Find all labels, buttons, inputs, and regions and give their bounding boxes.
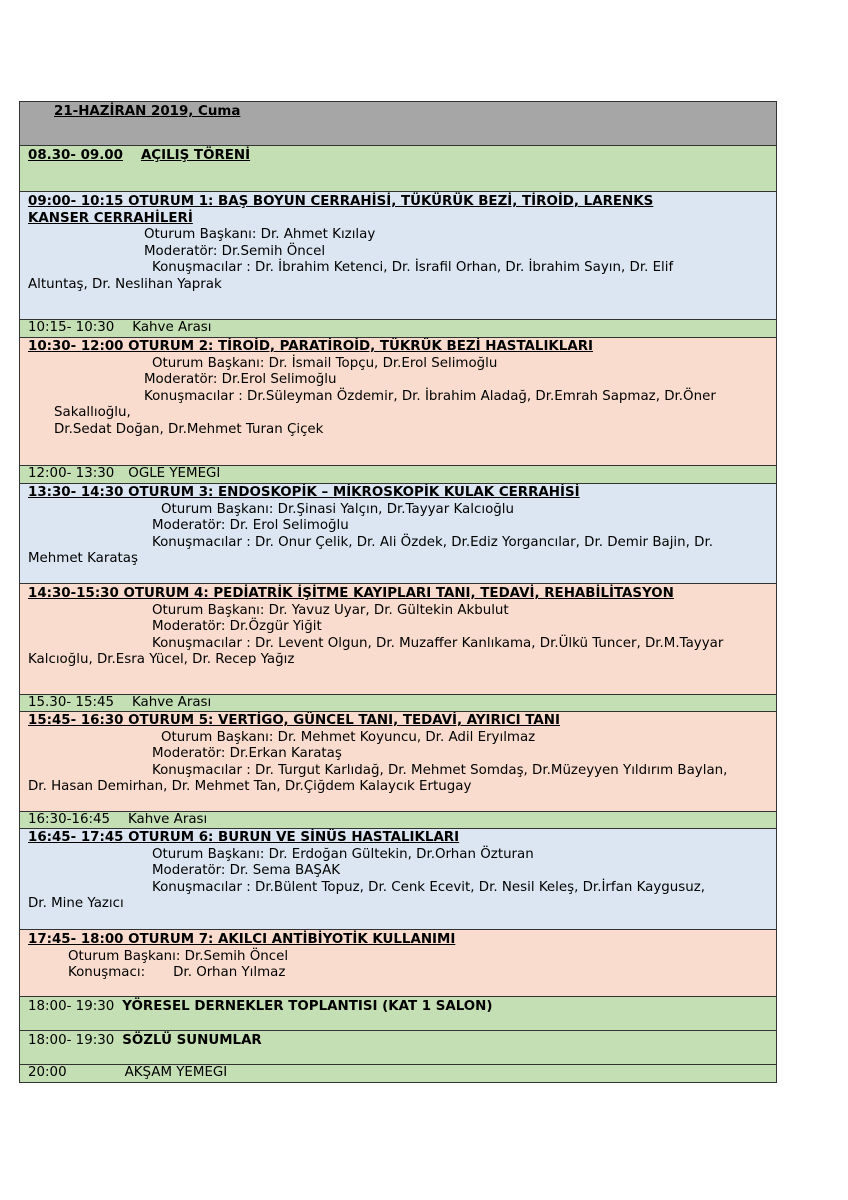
session-6-row [19,829,777,930]
session-4-row [19,584,777,695]
session-1-title: 09:00- 10:15 OTURUM 1: BAŞ BOYUN CERRAHİSİ, TÜKÜRÜK BEZİ, TİROİD, LARENKS [28,194,654,209]
coffee-break-2-row [19,695,777,712]
session-2-title: 10:30- 12:00 OTURUM 2: TİROİD, PARATİROİD, TÜKRÜK BEZİ HASTALIKLARI [28,339,593,354]
session-7-speaker: Konuşmacı: Dr. Orhan Yılmaz [68,965,286,980]
session-1-speakers: Konuşmacılar : Dr. İbrahim Ketenci, Dr. İsrafil Orhan, Dr. İbrahim Sayın, Dr. Elif [152,260,674,275]
oral-presentations: 18:00- 19:30 SÖZLÜ SUNUMLAR [28,1033,262,1048]
session-3-speakers: Konuşmacılar : Dr. Onur Çelik, Dr. Ali Özdek, Dr.Ediz Yorgancılar, Dr. Demir Bajin, Dr. [152,534,713,550]
session-1-speakers-cont: Altuntaş, Dr. Neslihan Yaprak [28,276,222,292]
session-4-title: 14:30-15:30 OTURUM 4: PEDİATRİK İŞİTME KAYIPLARI TANI, TEDAVİ, REHABİLİTASYON [28,586,674,601]
session-5-speakers-cont: Dr. Hasan Demirhan, Dr. Mehmet Tan, Dr.Çiğdem Kalaycık Ertugay [28,779,472,794]
coffee-break-2: 15.30- 15:45 Kahve Arası [28,695,212,710]
session-3-title: 13:30- 14:30 OTURUM 3: ENDOSKOPİK – MİKROSKOPİK KULAK CERRAHİSİ [28,485,580,500]
session-1-moderator: Moderatör: Dr.Semih Öncel [144,243,326,259]
associations-meeting: 18:00- 19:30 YÖRESEL DERNEKLER TOPLANTISI (KAT 1 SALON) [28,999,493,1014]
session-6-speakers: Konuşmacılar : Dr.Bülent Topuz, Dr. Cenk Ecevit, Dr. Nesil Keleş, Dr.İrfan Kaygusuz, [152,879,705,895]
session-4-chair: Oturum Başkanı: Dr. Yavuz Uyar, Dr. Gültekin Akbulut [152,602,509,618]
oral-presentations-row [19,1031,777,1065]
session-5-moderator: Moderatör: Dr.Erkan Karataş [152,746,342,761]
session-7-chair: Oturum Başkanı: Dr.Semih Öncel [68,948,289,964]
session-5-chair: Oturum Başkanı: Dr. Mehmet Koyuncu, Dr. Adil Eryılmaz [161,729,536,745]
session-1-row [19,192,777,320]
coffee-break-1: 10:15- 10:30 Kahve Arası [28,320,212,335]
session-2-speakers: Konuşmacılar : Dr.Süleyman Özdemir, Dr. İbrahim Aladağ, Dr.Emrah Sapmaz, Dr.Öner [144,388,716,404]
opening-row [19,146,777,192]
lunch-break: 12:00- 13:30 ÖĞLE YEMEĞİ [28,466,221,481]
session-4-moderator: Moderatör: Dr.Özgür Yiğit [152,619,322,634]
session-2-moderator: Moderatör: Dr.Erol Selimoğlu [144,372,337,387]
session-2-row [19,338,777,466]
session-6-moderator: Moderatör: Dr. Sema BAŞAK [152,863,341,878]
dinner: 20:00 AKŞAM YEMEĞİ [28,1065,228,1080]
coffee-break-3-row [19,812,777,829]
session-6-chair: Oturum Başkanı: Dr. Erdoğan Gültekin, Dr.Orhan Özturan [152,846,534,862]
session-3-chair: Oturum Başkanı: Dr.Şinasi Yalçın, Dr.Tayyar Kalcıoğlu [161,501,514,517]
session-6-speakers-cont: Dr. Mine Yazıcı [28,896,124,911]
session-3-speakers-cont: Mehmet Karataş [28,551,138,566]
program-table [19,101,777,1083]
session-3-row [19,484,777,584]
opening-title: 08.30- 09.00 AÇILIŞ TÖRENİ [28,148,251,163]
session-3-moderator: Moderatör: Dr. Erol Selimoğlu [152,518,349,533]
session-5-row [19,712,777,812]
day-header-row [19,101,777,146]
session-7-row [19,930,777,997]
session-4-speakers-cont: Kalcıoğlu, Dr.Esra Yücel, Dr. Recep Yağız [28,652,295,667]
session-1-title-cont: KANSER CERRAHİLERİ [28,210,193,226]
session-5-speakers: Konuşmacılar : Dr. Turgut Karlıdağ, Dr. Mehmet Somdaş, Dr.Müzeyyen Yıldırım Baylan, [152,762,728,778]
meeting-row [19,997,777,1031]
session-6-title: 16:45- 17:45 OTURUM 6: BURUN VE SİNÜS HASTALIKLARI [28,830,460,845]
session-2-speakers-cont2: Dr.Sedat Doğan, Dr.Mehmet Turan Çiçek [54,421,324,437]
session-7-title: 17:45- 18:00 OTURUM 7: AKILCI ANTİBİYOTİK KULLANIMI [28,932,456,947]
session-4-speakers: Konuşmacılar : Dr. Levent Olgun, Dr. Muzaffer Kanlıkama, Dr.Ülkü Tuncer, Dr.M.Tayyar [152,635,724,651]
session-2-speakers-cont: Sakallıoğlu, [54,405,131,420]
dinner-row [19,1065,777,1083]
session-1-chair: Oturum Başkanı: Dr. Ahmet Kızılay [144,227,376,242]
session-5-title: 15:45- 16:30 OTURUM 5: VERTİGO, GÜNCEL TANI, TEDAVİ, AYIRICI TANI [28,713,560,728]
session-2-chair: Oturum Başkanı: Dr. İsmail Topçu, Dr.Erol Selimoğlu [152,355,498,371]
lunch-row [19,466,777,484]
coffee-break-3: 16:30-16:45 Kahve Arası [28,812,208,827]
coffee-break-1-row [19,320,777,338]
day-title: 21-HAZİRAN 2019, Cuma [54,104,241,119]
